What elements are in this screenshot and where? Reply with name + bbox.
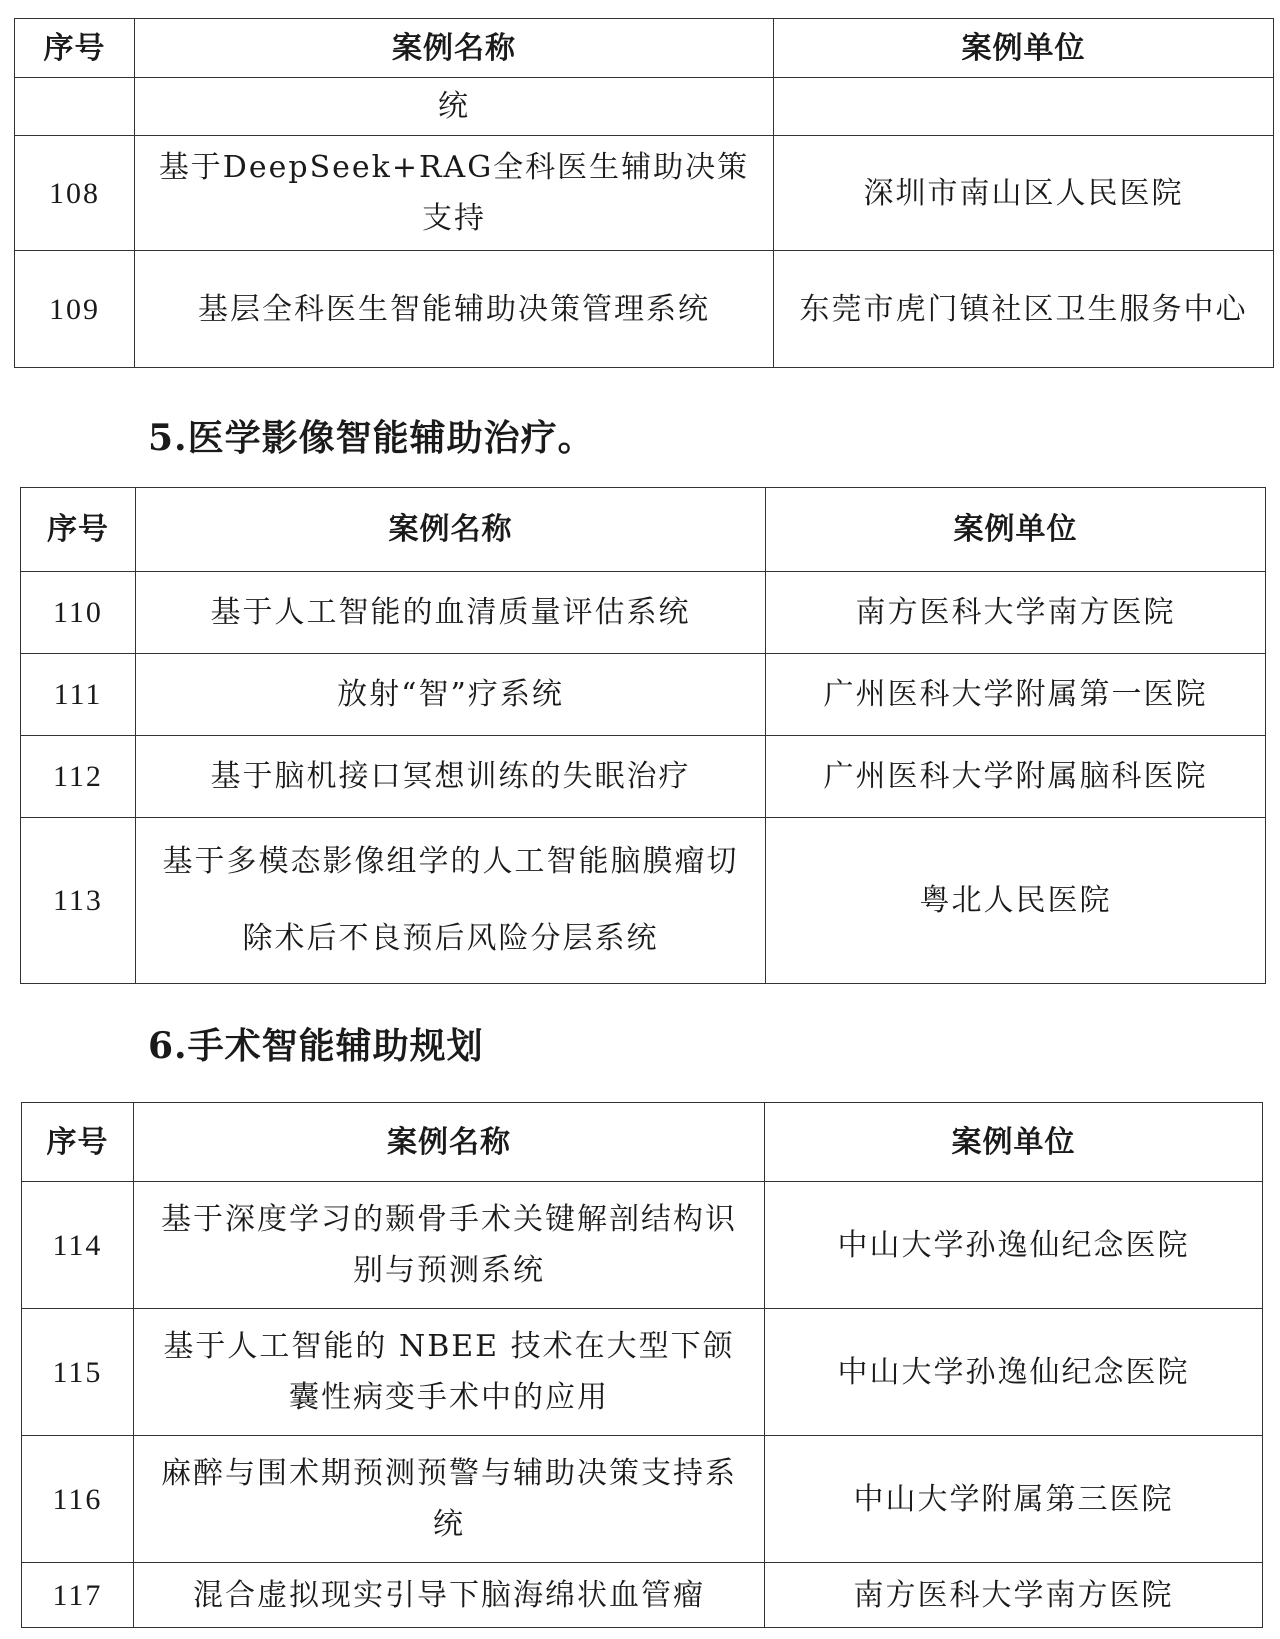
table-header-row: [21, 488, 1266, 572]
case-unit: 粤北人民医院: [766, 818, 1266, 984]
row-index: [15, 78, 135, 136]
row-index: 117: [22, 1563, 134, 1628]
table-row: [21, 654, 1266, 736]
table-header-row: [22, 1103, 1263, 1182]
section-heading-medical-imaging: 5.医学影像智能辅助治疗。: [148, 417, 595, 459]
case-name: 基于人工智能的血清质量评估系统: [136, 572, 766, 654]
case-unit: 中山大学孙逸仙纪念医院: [765, 1182, 1263, 1309]
row-index: 109: [15, 251, 135, 368]
case-unit: 南方医科大学南方医院: [766, 572, 1266, 654]
case-unit: 广州医科大学附属脑科医院: [766, 736, 1266, 818]
row-index: 116: [22, 1436, 134, 1563]
section-heading-surgical-planning: 6.手术智能辅助规划: [148, 1025, 484, 1067]
case-unit: 中山大学附属第三医院: [765, 1436, 1263, 1563]
column-header-unit: 案例单位: [765, 1103, 1263, 1182]
table-row: [15, 78, 1274, 136]
case-name: 基于DeepSeek+RAG全科医生辅助决策支持: [135, 136, 774, 251]
case-name: 放射“智”疗系统: [136, 654, 766, 736]
row-index: 108: [15, 136, 135, 251]
table-row: [15, 251, 1274, 368]
case-table-surgical-planning: [21, 1102, 1263, 1628]
column-header-index: 序号: [22, 1103, 134, 1182]
column-header-unit: 案例单位: [766, 488, 1266, 572]
case-name: 麻醉与围术期预测预警与辅助决策支持系统: [134, 1436, 765, 1563]
row-index: 114: [22, 1182, 134, 1309]
row-index: 113: [21, 818, 136, 984]
table-row: [21, 736, 1266, 818]
case-table-medical-imaging: [20, 487, 1266, 984]
table-header-row: [15, 19, 1274, 78]
table-row: [22, 1182, 1263, 1309]
case-name: 基层全科医生智能辅助决策管理系统: [135, 251, 774, 368]
table-row: [21, 572, 1266, 654]
case-unit: 南方医科大学南方医院: [765, 1563, 1263, 1628]
case-name: 混合虚拟现实引导下脑海绵状血管瘤: [134, 1563, 765, 1628]
case-unit: 广州医科大学附属第一医院: [766, 654, 1266, 736]
row-index: 110: [21, 572, 136, 654]
table-row: [22, 1309, 1263, 1436]
table-row: [21, 818, 1266, 984]
case-table-continued: [14, 18, 1274, 368]
case-name: 基于多模态影像组学的人工智能脑膜瘤切除术后不良预后风险分层系统: [136, 818, 766, 984]
row-index: 111: [21, 654, 136, 736]
case-unit: [774, 78, 1274, 136]
case-name: 基于深度学习的颞骨手术关键解剖结构识别与预测系统: [134, 1182, 765, 1309]
table-row: [22, 1563, 1263, 1628]
column-header-name: 案例名称: [134, 1103, 765, 1182]
case-unit: 深圳市南山区人民医院: [774, 136, 1274, 251]
column-header-index: 序号: [15, 19, 135, 78]
table-row: [15, 136, 1274, 251]
column-header-unit: 案例单位: [774, 19, 1274, 78]
column-header-index: 序号: [21, 488, 136, 572]
row-index: 115: [22, 1309, 134, 1436]
column-header-name: 案例名称: [135, 19, 774, 78]
case-name: 统: [135, 78, 774, 136]
case-name: 基于人工智能的 NBEE 技术在大型下颌囊性病变手术中的应用: [134, 1309, 765, 1436]
case-name: 基于脑机接口冥想训练的失眠治疗: [136, 736, 766, 818]
row-index: 112: [21, 736, 136, 818]
case-unit: 中山大学孙逸仙纪念医院: [765, 1309, 1263, 1436]
column-header-name: 案例名称: [136, 488, 766, 572]
table-row: [22, 1436, 1263, 1563]
case-unit: 东莞市虎门镇社区卫生服务中心: [774, 251, 1274, 368]
